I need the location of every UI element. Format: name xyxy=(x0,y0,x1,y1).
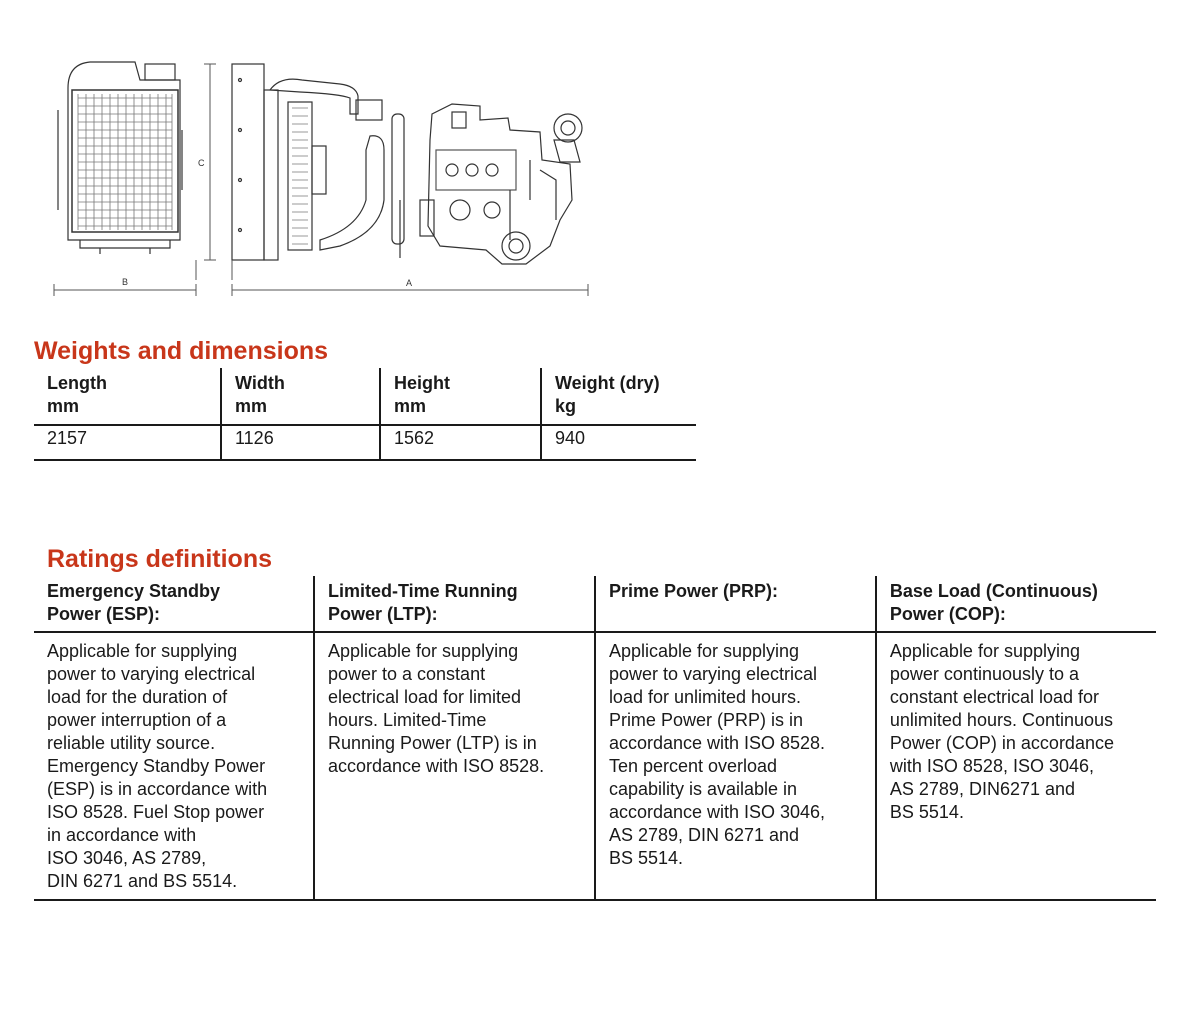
table-row xyxy=(34,632,1156,900)
value-width: 1126 xyxy=(221,425,380,460)
value-height: 1562 xyxy=(380,425,541,460)
header-length xyxy=(34,368,221,425)
body-esp: Applicable for supplying power to varying electrical load for the duration of power interruption of a reliable utility source. Emergency Standby Power (ESP) is in accordance with ISO 8528. Fuel Stop power in accordance with ISO 3046, AS 2789, DIN 6271 and BS 5514. xyxy=(34,632,314,900)
value-weight: 940 xyxy=(541,425,696,460)
side-view xyxy=(232,64,404,260)
value-length: 2157 xyxy=(34,425,221,460)
engine-dimension-drawing xyxy=(40,50,610,310)
dimension-label-b: B xyxy=(122,277,129,287)
heading-ltp: Limited-Time Running Power (LTP): xyxy=(314,576,595,632)
header-unit: mm xyxy=(47,396,80,416)
body-prp: Applicable for supplying power to varying electrical load for unlimited hours. Prime Power (PRP) is in accordance with ISO 8528. Ten percent overload capability is available in accordance with ISO 3046, AS 2789, DIN 6271 and BS 5514. xyxy=(595,632,876,900)
heading-cop: Base Load (Continuous) Power (COP): xyxy=(876,576,1156,632)
table-row xyxy=(34,425,696,460)
table-header-row xyxy=(34,368,696,425)
header-name: Width xyxy=(235,373,285,393)
header-height xyxy=(380,368,541,425)
header-unit: mm xyxy=(235,396,268,416)
header-name: Height xyxy=(394,373,450,393)
heading-esp: Emergency Standby Power (ESP): xyxy=(34,576,314,632)
header-name: Length xyxy=(47,373,107,393)
ratings-definitions-title: Ratings definitions xyxy=(47,545,272,573)
engine-block-view xyxy=(420,104,582,264)
dimension-label-a: A xyxy=(406,278,413,288)
body-cop: Applicable for supplying power continuously to a constant electrical load for unlimited hours. Continuous Power (COP) in accordance with ISO 8528, ISO 3046, AS 2789, DIN6271 and BS 5514. xyxy=(876,632,1156,900)
heading-prp: Prime Power (PRP): xyxy=(595,576,876,632)
table-header-row xyxy=(34,576,1156,632)
dimension-label-c: C xyxy=(198,158,205,168)
header-weight xyxy=(541,368,696,425)
weights-dimensions-title: Weights and dimensions xyxy=(34,337,329,365)
body-ltp: Applicable for supplying power to a constant electrical load for limited hours. Limited-Time Running Power (LTP) is in accordance with ISO 8528. xyxy=(314,632,595,900)
front-view xyxy=(58,62,182,254)
ratings-definitions-table xyxy=(34,576,1156,901)
header-unit: mm xyxy=(394,396,427,416)
header-unit: kg xyxy=(555,396,577,416)
header-name: Weight (dry) xyxy=(555,373,660,393)
header-width xyxy=(221,368,380,425)
weights-dimensions-table xyxy=(34,368,696,461)
